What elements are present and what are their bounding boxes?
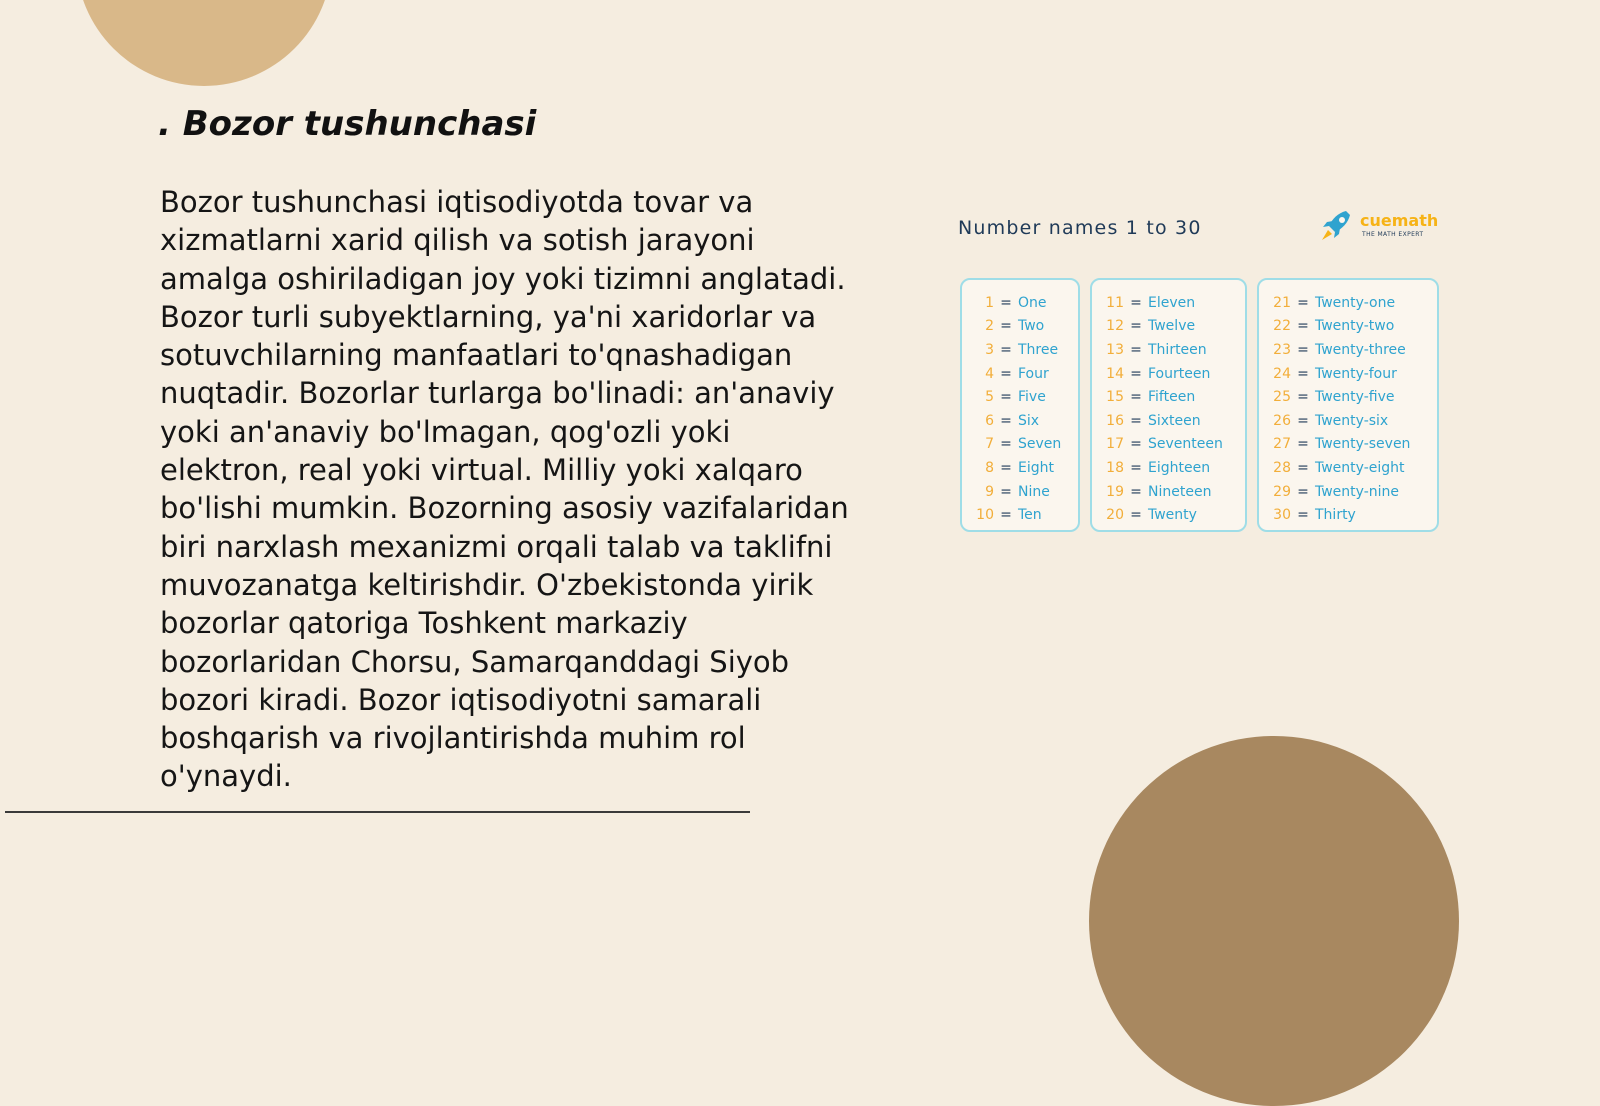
number-row bbox=[962, 291, 1078, 315]
number-word: Twenty-five bbox=[1315, 389, 1395, 406]
number-digit: 21 bbox=[1273, 294, 1291, 311]
number-row bbox=[1092, 409, 1245, 433]
number-digit: 18 bbox=[1106, 459, 1124, 476]
equals-sign: = bbox=[1297, 436, 1309, 453]
equals-sign: = bbox=[1130, 389, 1142, 406]
number-digit: 20 bbox=[1106, 507, 1124, 524]
number-row bbox=[962, 480, 1078, 504]
decorative-circle-bottom bbox=[1089, 736, 1459, 1106]
number-digit: 28 bbox=[1273, 459, 1291, 476]
number-digit: 12 bbox=[1106, 318, 1124, 335]
equals-sign: = bbox=[1297, 389, 1309, 406]
equals-sign: = bbox=[1130, 318, 1142, 335]
equals-sign: = bbox=[1130, 436, 1142, 453]
number-digit: 1 bbox=[985, 294, 994, 311]
number-digit: 6 bbox=[985, 412, 994, 429]
number-digit: 15 bbox=[1106, 389, 1124, 406]
decorative-circle-top bbox=[76, 0, 332, 86]
number-row bbox=[1259, 362, 1437, 386]
number-row bbox=[1092, 362, 1245, 386]
number-row bbox=[1092, 433, 1245, 457]
equals-sign: = bbox=[1297, 483, 1309, 500]
number-word: Thirty bbox=[1315, 507, 1356, 524]
number-digit: 14 bbox=[1106, 365, 1124, 382]
number-word: Seventeen bbox=[1148, 436, 1223, 453]
equals-sign: = bbox=[1000, 436, 1012, 453]
number-digit: 11 bbox=[1106, 294, 1124, 311]
equals-sign: = bbox=[1297, 341, 1309, 358]
number-word: Twenty-two bbox=[1315, 318, 1395, 335]
number-word: Fifteen bbox=[1148, 389, 1196, 406]
equals-sign: = bbox=[1130, 483, 1142, 500]
number-word: Four bbox=[1018, 365, 1049, 382]
number-digit: 3 bbox=[985, 341, 994, 358]
logo-math-text: math bbox=[1391, 211, 1439, 230]
number-word: Eleven bbox=[1148, 294, 1196, 311]
number-word: Nine bbox=[1018, 483, 1050, 500]
number-row bbox=[1092, 480, 1245, 504]
equals-sign: = bbox=[1000, 318, 1012, 335]
equals-sign: = bbox=[1130, 294, 1142, 311]
number-row bbox=[962, 433, 1078, 457]
number-word: Thirteen bbox=[1148, 341, 1207, 358]
equals-sign: = bbox=[1130, 459, 1142, 476]
number-digit: 4 bbox=[985, 365, 994, 382]
equals-sign: = bbox=[1000, 459, 1012, 476]
number-digit: 22 bbox=[1273, 318, 1291, 335]
number-row bbox=[962, 503, 1078, 527]
number-row bbox=[962, 362, 1078, 386]
number-row bbox=[1259, 480, 1437, 504]
equals-sign: = bbox=[1000, 507, 1012, 524]
number-digit: 8 bbox=[985, 459, 994, 476]
number-word: Three bbox=[1018, 341, 1059, 358]
number-word: Twenty-nine bbox=[1315, 483, 1399, 500]
number-word: Ten bbox=[1018, 507, 1042, 524]
number-digit: 10 bbox=[976, 507, 994, 524]
number-digit: 19 bbox=[1106, 483, 1124, 500]
number-digit: 30 bbox=[1273, 507, 1291, 524]
equals-sign: = bbox=[1130, 412, 1142, 429]
equals-sign: = bbox=[1297, 412, 1309, 429]
number-word: Twelve bbox=[1148, 318, 1196, 335]
number-word: Twenty-seven bbox=[1315, 436, 1411, 453]
number-word: Eighteen bbox=[1148, 459, 1211, 476]
number-row bbox=[962, 456, 1078, 480]
number-digit: 17 bbox=[1106, 436, 1124, 453]
logo-tagline: THE MATH EXPERT bbox=[1362, 231, 1424, 238]
number-row bbox=[1092, 503, 1245, 527]
equals-sign: = bbox=[1000, 412, 1012, 429]
number-names-infographic bbox=[940, 200, 1440, 560]
slide-body-text: Bozor tushunchasi iqtisodiyotda tovar va xizmatlarni xarid qilish va sotish jarayoni amalga oshiriladigan joy yoki tizimni anglatadi. Bozor turli subyektlarning, ya'ni xaridorlar va sotuvchilarning manfaatlari to'qnashadigan nuqtadir. Bozorlar turlarga bo'linadi: an'anaviy yoki an'anaviy bo'lmagan, qog'ozli yoki elektron, real yoki virtual. Milliy yoki xalqaro bo'lishi mumkin. Bozorning asosiy vazifalaridan biri narxlash mexanizmi orqali talab va taklifni muvozanatga keltirishdir. O'zbekistonda yirik bozorlar qatoriga Toshkent markaziy bozorlaridan Chorsu, Samarqanddagi Siyob bozori kiradi. Bozor iqtisodiyotni samarali boshqarish va rivojlantirishda muhim rol o'ynaydi. bbox=[160, 185, 849, 794]
number-word: Eight bbox=[1018, 459, 1054, 476]
number-digit: 5 bbox=[985, 389, 994, 406]
number-row bbox=[962, 409, 1078, 433]
number-row bbox=[1092, 456, 1245, 480]
number-digit: 13 bbox=[1106, 341, 1124, 358]
logo-cue-text: cue bbox=[1360, 211, 1392, 230]
equals-sign: = bbox=[1130, 341, 1142, 358]
number-word: Five bbox=[1018, 389, 1046, 406]
number-digit: 7 bbox=[985, 436, 994, 453]
number-row bbox=[962, 385, 1078, 409]
number-digit: 16 bbox=[1106, 412, 1124, 429]
number-column-1 bbox=[960, 278, 1080, 532]
number-row bbox=[1259, 291, 1437, 315]
number-word: Sixteen bbox=[1148, 412, 1201, 429]
number-row bbox=[1259, 409, 1437, 433]
number-row bbox=[1092, 338, 1245, 362]
equals-sign: = bbox=[1000, 341, 1012, 358]
equals-sign: = bbox=[1130, 365, 1142, 382]
number-digit: 25 bbox=[1273, 389, 1291, 406]
number-digit: 24 bbox=[1273, 365, 1291, 382]
number-word: One bbox=[1018, 294, 1047, 311]
equals-sign: = bbox=[1297, 294, 1309, 311]
number-word: Twenty-six bbox=[1315, 412, 1389, 429]
divider-line bbox=[5, 811, 750, 813]
number-row bbox=[1259, 503, 1437, 527]
number-row bbox=[1259, 433, 1437, 457]
number-row bbox=[1259, 315, 1437, 339]
number-row bbox=[1259, 338, 1437, 362]
number-digit: 2 bbox=[985, 318, 994, 335]
equals-sign: = bbox=[1000, 483, 1012, 500]
number-word: Fourteen bbox=[1148, 365, 1211, 382]
equals-sign: = bbox=[1000, 365, 1012, 382]
equals-sign: = bbox=[1297, 507, 1309, 524]
number-column-2 bbox=[1090, 278, 1247, 532]
number-digit: 27 bbox=[1273, 436, 1291, 453]
number-row bbox=[1092, 315, 1245, 339]
number-word: Nineteen bbox=[1148, 483, 1212, 500]
logo-wordmark bbox=[1360, 211, 1438, 230]
equals-sign: = bbox=[1130, 507, 1142, 524]
number-row bbox=[1259, 385, 1437, 409]
number-word: Two bbox=[1018, 318, 1045, 335]
number-digit: 29 bbox=[1273, 483, 1291, 500]
equals-sign: = bbox=[1297, 459, 1309, 476]
rocket-icon bbox=[1318, 208, 1356, 244]
infographic-title: Number names 1 to 30 bbox=[958, 217, 1202, 239]
number-row bbox=[1092, 291, 1245, 315]
equals-sign: = bbox=[1297, 365, 1309, 382]
number-digit: 9 bbox=[985, 483, 994, 500]
number-row bbox=[962, 315, 1078, 339]
number-word: Twenty-four bbox=[1315, 365, 1397, 382]
number-word: Twenty-one bbox=[1315, 294, 1396, 311]
cuemath-logo bbox=[1318, 208, 1440, 244]
equals-sign: = bbox=[1000, 294, 1012, 311]
number-row bbox=[962, 338, 1078, 362]
equals-sign: = bbox=[1000, 389, 1012, 406]
slide-title: . Bozor tushunchasi bbox=[158, 104, 537, 144]
number-digit: 23 bbox=[1273, 341, 1291, 358]
number-column-3 bbox=[1257, 278, 1439, 532]
number-row bbox=[1259, 456, 1437, 480]
number-word: Twenty-three bbox=[1315, 341, 1406, 358]
number-row bbox=[1092, 385, 1245, 409]
number-word: Six bbox=[1018, 412, 1040, 429]
number-word: Seven bbox=[1018, 436, 1062, 453]
number-word: Twenty-eight bbox=[1315, 459, 1405, 476]
number-digit: 26 bbox=[1273, 412, 1291, 429]
equals-sign: = bbox=[1297, 318, 1309, 335]
number-word: Twenty bbox=[1148, 507, 1197, 524]
